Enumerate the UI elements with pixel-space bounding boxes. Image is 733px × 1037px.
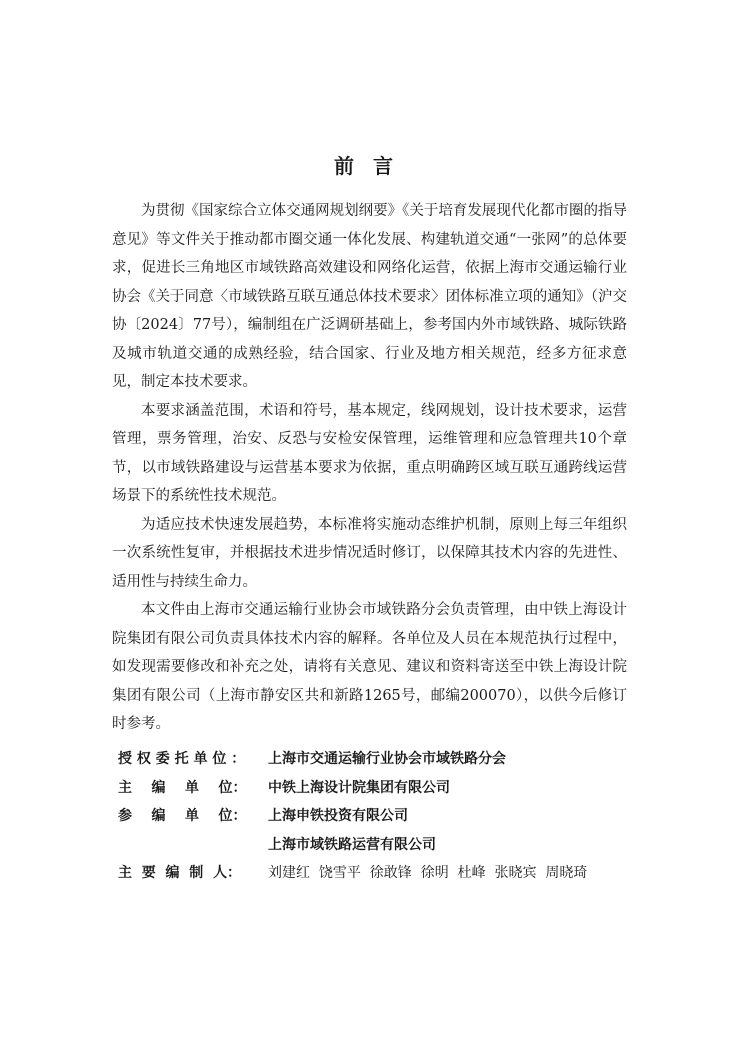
participant-label: 参 编 单 位： [118, 808, 247, 825]
page-title: 前 言 [334, 154, 399, 178]
participant-row-2 [118, 830, 638, 859]
paragraph-1: 为贯彻《国家综合立体交通网规划纲要》《关于培育发展现代化都市圈的指导意见》等文件关于推动都市圈交通一体化发展、构建轨道交通“一张网”的总体要求，促进长三角地区市域铁路高效建设和网络化运营，依据上海市交通运输行业协会《关于同意〈市域铁路互联互通总体技术要求〉团体标准立项的通知》（沪交协〔2024〕77号），编制组在广泛调研基础上，参考国内外市域铁路、城际铁路及城市轨道交通的成熟经验，结合国家、行业及地方相关规范，经多方征求意见，制定本技术要求。 [112, 203, 627, 390]
paragraph-3: 为适应技术快速发展趋势，本标准将实施动态维护机制，原则上每三年组织一次系统性复审，并根据技术进步情况适时修订，以保障其技术内容的先进性、适用性与持续生命力。 [112, 516, 627, 590]
drafters-label: 主 要 编 制 人： [118, 865, 241, 882]
participant-row [118, 801, 638, 830]
commission-row [118, 744, 638, 773]
chief-editor-value: 中铁上海设计院集团有限公司 [268, 779, 450, 796]
paragraph-2: 本要求涵盖范围，术语和符号，基本规定，线网规划，设计技术要求，运营管理，票务管理，治安、反恐与安检安保管理，运维管理和应急管理共10个章节，以市域铁路建设与运营基本要求为依据，重点明确跨区域互联互通跨线运营场景下的系统性技术规范。 [112, 402, 627, 504]
participant-value-2: 上海市域铁路运营有限公司 [268, 836, 436, 853]
commission-label: 授 权 委 托 单 位 ： [118, 751, 246, 768]
drafters-row [118, 858, 638, 887]
organization-info [118, 744, 638, 887]
participant-value-1: 上海申铁投资有限公司 [268, 808, 408, 825]
paragraph-4: 本文件由上海市交通运输行业协会市域铁路分会负责管理，由中铁上海设计院集团有限公司负责具体技术内容的解释。各单位及人员在本规范执行过程中，如发现需要修改和补充之处，请将有关意见、建议和资料寄送至中铁上海设计院集团有限公司（上海市静安区共和新路1265号，邮编200070），以供今后修订时参考。 [112, 602, 627, 732]
commission-value: 上海市交通运输行业协会市域铁路分会 [268, 751, 506, 768]
chief-editor-row [118, 773, 638, 802]
drafters-value: 刘建红 饶雪平 徐敢锋 徐明 杜峰 张晓宾 周晓琦 [268, 865, 588, 882]
chief-editor-label: 主 编 单 位： [118, 779, 247, 796]
preface-body [112, 197, 627, 739]
